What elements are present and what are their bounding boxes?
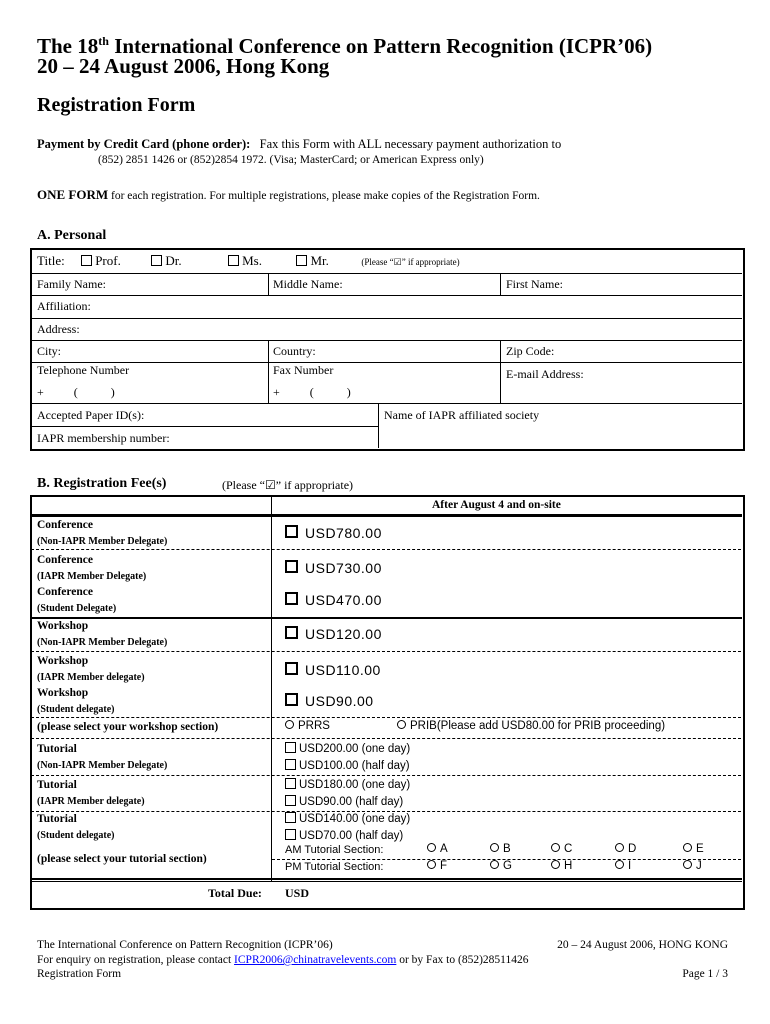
workshop-section-label: (please select your workshop section): [37, 721, 219, 733]
payment-line: [37, 137, 561, 152]
pm-option-g[interactable]: G: [490, 860, 512, 872]
conference-member-label: Conference: [37, 554, 93, 566]
conference-member-option[interactable]: USD730.00: [285, 560, 382, 576]
conference-dates: 20 – 24 August 2006, Hong Kong: [37, 54, 330, 78]
workshop-nonmember-sub: (Non-IAPR Member Delegate): [37, 637, 168, 648]
title-sup: th: [98, 34, 109, 48]
city-field[interactable]: City:: [37, 344, 62, 358]
tutorial-student-sub: (Student delegate): [37, 830, 115, 841]
payment-label: Payment by Credit Card (phone order):: [37, 137, 251, 151]
tutorial-member-half-day[interactable]: USD90.00 (half day): [285, 795, 403, 808]
tutorial-member-one-day[interactable]: USD180.00 (one day): [285, 778, 410, 791]
workshop-option-prib[interactable]: PRIB(Please add USD80.00 for PRIB proceeding): [397, 720, 665, 732]
tutorial-member-sub: (IAPR Member delegate): [37, 796, 145, 807]
middle-name-field[interactable]: Middle Name:: [273, 277, 343, 291]
conference-nonmember-label: Conference: [37, 519, 93, 531]
checkbox-mr[interactable]: Mr.: [296, 253, 328, 268]
tutorial-nonmember-sub: (Non-IAPR Member Delegate): [37, 760, 168, 771]
tutorial-section-label: (please select your tutorial section): [37, 853, 207, 865]
one-form-line: [37, 187, 540, 203]
workshop-member-label: Workshop: [37, 655, 89, 667]
telephone-field[interactable]: + ( ): [37, 385, 115, 399]
workshop-student-label: Workshop: [37, 687, 89, 699]
conference-student-label: Conference: [37, 586, 93, 598]
conference-nonmember-sub: (Non-IAPR Member Delegate): [37, 536, 168, 547]
title-post: International Conference on Pattern Recognition (ICPR’06): [108, 34, 653, 58]
title-label: Title:: [37, 253, 65, 268]
checkbox-prof[interactable]: Prof.: [81, 253, 121, 268]
pm-option-h[interactable]: H: [551, 860, 572, 872]
workshop-member-sub: (IAPR Member delegate): [37, 672, 145, 683]
page-number: Page 1 / 3: [682, 968, 728, 980]
conference-nonmember-option[interactable]: USD780.00: [285, 525, 382, 541]
tutorial-student-label: Tutorial: [37, 813, 77, 825]
address-field[interactable]: Address:: [37, 322, 80, 336]
tutorial-nonmember-one-day[interactable]: USD200.00 (one day): [285, 742, 410, 755]
title-row: [37, 253, 460, 269]
tutorial-student-one-day[interactable]: USD140.00 (one day): [285, 812, 410, 825]
fax-label: Fax Number: [273, 363, 334, 377]
family-name-field[interactable]: Family Name:: [37, 277, 106, 291]
conference-student-sub: (Student Delegate): [37, 603, 117, 614]
fees-table: [30, 495, 745, 910]
tutorial-member-label: Tutorial: [37, 779, 77, 791]
form-title: Registration Form: [37, 94, 196, 116]
one-form-text: for each registration. For multiple registrations, please make copies of the Registration Form.: [108, 190, 540, 202]
affiliation-field[interactable]: Affiliation:: [37, 299, 91, 313]
am-option-d[interactable]: D: [615, 843, 636, 855]
iapr-society-field[interactable]: Name of IAPR affiliated society: [384, 408, 540, 422]
workshop-student-sub: (Student delegate): [37, 704, 115, 715]
email-field[interactable]: E-mail Address:: [506, 367, 584, 381]
workshop-nonmember-option[interactable]: USD120.00: [285, 626, 382, 642]
payment-line-2: (852) 2851 1426 or (852)2854 1972. (Visa; MasterCard; or American Express only): [98, 154, 484, 166]
section-b-heading: B. Registration Fee(s): [37, 476, 167, 491]
one-form-label: ONE FORM: [37, 187, 109, 202]
total-due-field[interactable]: USD: [285, 886, 310, 900]
footer-enquiry: For enquiry on registration, please contact ICPR2006@chinatravelevents.com or by Fax to (852)28511426: [37, 954, 529, 966]
workshop-member-option[interactable]: USD110.00: [285, 662, 381, 678]
pm-option-f[interactable]: F: [427, 860, 447, 872]
fax-field[interactable]: + ( ): [273, 385, 351, 399]
column-header: After August 4 and on-site: [432, 499, 561, 511]
zip-field[interactable]: Zip Code:: [506, 344, 555, 358]
am-option-a[interactable]: A: [427, 843, 448, 855]
workshop-option-prrs[interactable]: PRRS: [285, 720, 330, 732]
telephone-label: Telephone Number: [37, 363, 130, 377]
enquiry-email-link[interactable]: ICPR2006@chinatravelevents.com: [234, 954, 397, 966]
pm-tutorial-label: PM Tutorial Section:: [285, 861, 384, 873]
workshop-student-option[interactable]: USD90.00: [285, 693, 374, 709]
tutorial-nonmember-label: Tutorial: [37, 743, 77, 755]
country-field[interactable]: Country:: [273, 344, 316, 358]
pm-option-i[interactable]: I: [615, 860, 631, 872]
am-option-c[interactable]: C: [551, 843, 572, 855]
section-a-heading: A. Personal: [37, 228, 107, 243]
am-option-e[interactable]: E: [683, 843, 704, 855]
footer-dates: 20 – 24 August 2006, HONG KONG: [557, 939, 728, 951]
pm-option-j[interactable]: J: [683, 860, 702, 872]
footer-conference: The International Conference on Pattern Recognition (ICPR’06): [37, 939, 333, 951]
paper-id-field[interactable]: Accepted Paper ID(s):: [37, 408, 145, 422]
fees-note: (Please “☑” if appropriate): [222, 478, 354, 492]
am-option-b[interactable]: B: [490, 843, 511, 855]
workshop-nonmember-label: Workshop: [37, 620, 89, 632]
conference-student-option[interactable]: USD470.00: [285, 592, 382, 608]
iapr-number-field[interactable]: IAPR membership number:: [37, 431, 170, 445]
title-pre: The 18: [37, 34, 99, 58]
total-due-label: Total Due:: [208, 886, 262, 900]
first-name-field[interactable]: First Name:: [506, 277, 563, 291]
checkbox-ms[interactable]: Ms.: [228, 253, 262, 268]
tutorial-student-half-day[interactable]: USD70.00 (half day): [285, 829, 403, 842]
title-note: (Please “☑” if appropriate): [361, 257, 460, 267]
am-tutorial-label: AM Tutorial Section:: [285, 844, 384, 856]
conference-member-sub: (IAPR Member Delegate): [37, 571, 147, 582]
footer-form-name: Registration Form: [37, 968, 122, 980]
payment-text: Fax this Form with ALL necessary payment authorization to: [259, 137, 562, 151]
checkbox-dr[interactable]: Dr.: [151, 253, 181, 268]
tutorial-nonmember-half-day[interactable]: USD100.00 (half day): [285, 759, 410, 772]
